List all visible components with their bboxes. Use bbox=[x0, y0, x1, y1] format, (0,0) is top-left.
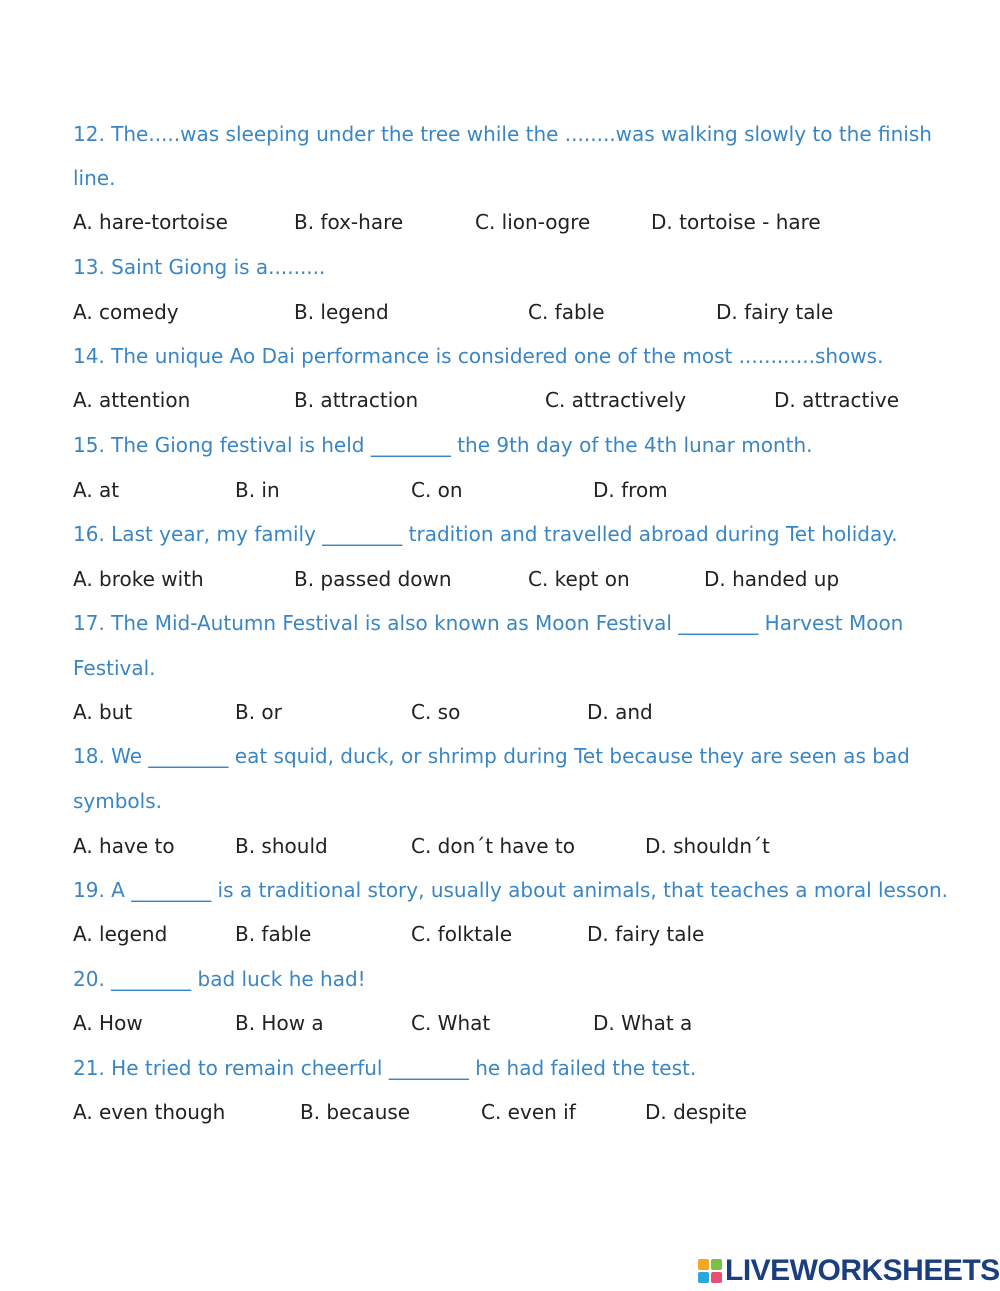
option-c[interactable]: C. even if bbox=[481, 1100, 576, 1124]
question-13-text: 13. Saint Giong is a......... bbox=[73, 255, 326, 279]
option-b[interactable]: B. legend bbox=[294, 300, 389, 324]
logo-cube bbox=[711, 1272, 722, 1283]
option-a[interactable]: A. but bbox=[73, 700, 133, 724]
option-b[interactable]: B. because bbox=[300, 1100, 411, 1124]
option-c[interactable]: C. kept on bbox=[528, 567, 630, 591]
question-14-text: 14. The unique Ao Dai performance is considered one of the most ............shows. bbox=[73, 344, 884, 368]
option-b[interactable]: B. should bbox=[235, 834, 328, 858]
option-a[interactable]: A. legend bbox=[73, 922, 168, 946]
option-d[interactable]: D. shouldn´t bbox=[645, 834, 770, 858]
question-20-text: 20. ________ bad luck he had! bbox=[73, 967, 366, 991]
option-d[interactable]: D. fairy tale bbox=[716, 300, 834, 324]
option-c[interactable]: C. so bbox=[411, 700, 461, 724]
question-17-text-cont: Festival. bbox=[73, 656, 156, 680]
option-b[interactable]: B. fox-hare bbox=[294, 210, 404, 234]
option-c[interactable]: C. fable bbox=[528, 300, 605, 324]
option-a[interactable]: A. attention bbox=[73, 388, 191, 412]
option-b[interactable]: B. fable bbox=[235, 922, 312, 946]
option-a[interactable]: A. have to bbox=[73, 834, 175, 858]
option-c[interactable]: C. don´t have to bbox=[411, 834, 575, 858]
option-d[interactable]: D. tortoise - hare bbox=[651, 210, 821, 234]
logo-cube bbox=[698, 1259, 709, 1270]
option-d[interactable]: D. from bbox=[593, 478, 668, 502]
logo-cube bbox=[711, 1259, 722, 1270]
option-d[interactable]: D. despite bbox=[645, 1100, 747, 1124]
question-19-text: 19. A ________ is a traditional story, usually about animals, that teaches a moral lesson. bbox=[73, 878, 948, 902]
option-a[interactable]: A. comedy bbox=[73, 300, 179, 324]
liveworksheets-logo-icon bbox=[698, 1259, 722, 1283]
option-b[interactable]: B. in bbox=[235, 478, 280, 502]
option-a[interactable]: A. How bbox=[73, 1011, 143, 1035]
logo-text: LIVEWORKSHEETS bbox=[725, 1254, 1000, 1287]
option-b[interactable]: B. passed down bbox=[294, 567, 452, 591]
question-18-text: 18. We ________ eat squid, duck, or shrimp during Tet because they are seen as bad bbox=[73, 744, 910, 768]
question-21-text: 21. He tried to remain cheerful ________ he had failed the test. bbox=[73, 1056, 697, 1080]
option-d[interactable]: D. attractive bbox=[774, 388, 900, 412]
option-a[interactable]: A. at bbox=[73, 478, 120, 502]
option-b[interactable]: B. attraction bbox=[294, 388, 419, 412]
option-a[interactable]: A. even though bbox=[73, 1100, 226, 1124]
option-b[interactable]: B. How a bbox=[235, 1011, 324, 1035]
option-b[interactable]: B. or bbox=[235, 700, 282, 724]
liveworksheets-logo[interactable] bbox=[698, 1256, 1000, 1286]
question-17-text: 17. The Mid-Autumn Festival is also known as Moon Festival ________ Harvest Moon bbox=[73, 611, 904, 635]
question-12-text: 12. The.....was sleeping under the tree while the ........was walking slowly to the finish bbox=[73, 122, 932, 146]
question-16-text: 16. Last year, my family ________ tradition and travelled abroad during Tet holiday. bbox=[73, 522, 898, 546]
option-d[interactable]: D. handed up bbox=[704, 567, 840, 591]
question-18-text-cont: symbols. bbox=[73, 789, 163, 813]
option-a[interactable]: A. hare-tortoise bbox=[73, 210, 228, 234]
option-c[interactable]: C. folktale bbox=[411, 922, 513, 946]
option-d[interactable]: D. What a bbox=[593, 1011, 693, 1035]
option-c[interactable]: C. What bbox=[411, 1011, 491, 1035]
option-d[interactable]: D. fairy tale bbox=[587, 922, 705, 946]
option-a[interactable]: A. broke with bbox=[73, 567, 204, 591]
option-c[interactable]: C. lion-ogre bbox=[475, 210, 591, 234]
option-c[interactable]: C. attractively bbox=[545, 388, 687, 412]
option-c[interactable]: C. on bbox=[411, 478, 463, 502]
option-d[interactable]: D. and bbox=[587, 700, 653, 724]
question-15-text: 15. The Giong festival is held ________ the 9th day of the 4th lunar month. bbox=[73, 433, 813, 457]
logo-cube bbox=[698, 1272, 709, 1283]
question-12-text-cont: line. bbox=[73, 166, 116, 190]
